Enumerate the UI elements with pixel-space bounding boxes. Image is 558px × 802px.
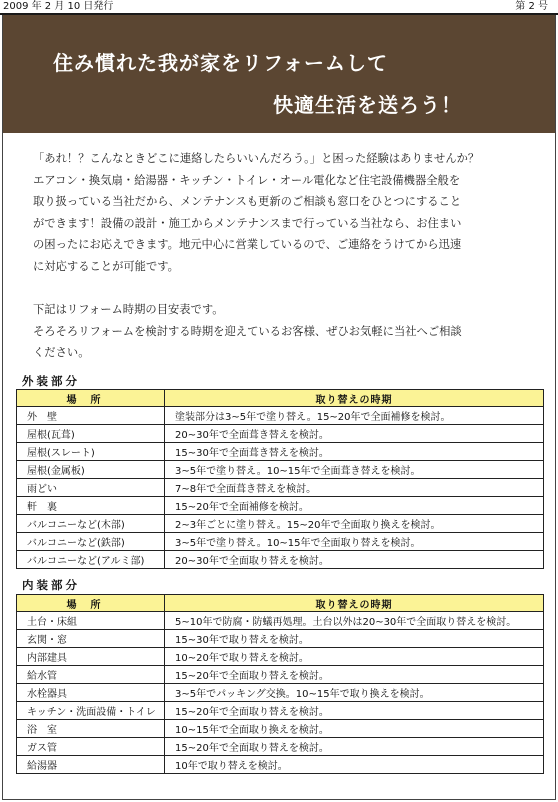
table-row — [17, 702, 544, 720]
period-cell: 15~20年で全面取り替えを検討。 — [165, 666, 544, 684]
place-cell: 内部建具 — [17, 648, 165, 666]
banner-title-line1: 住み慣れた我が家をリフォームして — [53, 51, 388, 75]
interior-section-title: 内装部分 — [22, 578, 80, 592]
period-cell: 3~5年でパッキング交換。10~15年で取り換えを検討。 — [165, 684, 544, 702]
table-row — [17, 756, 544, 774]
place-cell: バルコニーなど(アルミ部) — [17, 551, 165, 569]
intro-line: 下記はリフォーム時期の目安表です。 — [33, 303, 224, 316]
column-header-period: 取り替えの時期 — [165, 595, 544, 612]
period-cell: 10年で取り替えを検討。 — [165, 756, 544, 774]
period-cell: 10~20年で取り替えを検討。 — [165, 648, 544, 666]
issue-date: 2009 年 2 月 10 日発行 — [3, 1, 114, 12]
period-cell: 15~30年で全面葺き替えを検討。 — [165, 443, 544, 461]
place-cell: バルコニーなど(木部) — [17, 515, 165, 533]
table-row — [17, 497, 544, 515]
period-cell: 塗装部分は3~5年で塗り替え。15~20年で全面補修を検討。 — [165, 407, 544, 425]
intro-line: エアコン・換気扇・給湯器・キッチン・トイレ・オール電化など住宅設備機器全般を — [33, 173, 461, 187]
period-cell: 7~8年で全面葺き替えを検討。 — [165, 479, 544, 497]
period-cell: 2~3年ごとに塗り替え。15~20年で全面取り換えを検討。 — [165, 515, 544, 533]
exterior-section-title: 外装部分 — [22, 374, 80, 388]
period-cell: 15~20年で全面補修を検討。 — [165, 497, 544, 515]
place-cell: 屋根(金属板) — [17, 461, 165, 479]
period-cell: 15~20年で全面取り替えを検討。 — [165, 702, 544, 720]
table-row — [17, 479, 544, 497]
column-header-period: 取り替えの時期 — [165, 390, 544, 407]
place-cell: 給水管 — [17, 666, 165, 684]
period-cell: 20~30年で全面取り替えを検討。 — [165, 551, 544, 569]
column-header-place: 場所 — [17, 390, 165, 407]
place-cell: 外 壁 — [17, 407, 165, 425]
intro-line: 「あれ！？こんなときどこに連絡したらいいんだろう。」と困った経験はありませんか？ — [33, 152, 480, 165]
table-row — [17, 648, 544, 666]
place-cell: キッチン・洗面設備・トイレ — [17, 702, 165, 720]
period-cell: 5~10年で防腐・防蟻再処理。土台以外は20~30年で全面取り替えを検討。 — [165, 612, 544, 630]
table-header-row — [17, 390, 544, 407]
interior-table — [16, 594, 544, 774]
banner-title-line2: 快適生活を送ろう！ — [273, 93, 462, 117]
page-header — [0, 0, 558, 14]
period-cell: 20~30年で全面葺き替えを検討。 — [165, 425, 544, 443]
table-row — [17, 738, 544, 756]
place-cell: 屋根(瓦葺) — [17, 425, 165, 443]
table-row — [17, 443, 544, 461]
table-row — [17, 533, 544, 551]
intro-line: ください。 — [33, 346, 90, 359]
place-cell: 軒 裏 — [17, 497, 165, 515]
table-row — [17, 425, 544, 443]
table-row — [17, 407, 544, 425]
place-cell: バルコニーなど(鉄部) — [17, 533, 165, 551]
table-header-row — [17, 595, 544, 612]
table-row — [17, 612, 544, 630]
table-row — [17, 666, 544, 684]
title-banner — [3, 15, 555, 133]
column-header-place: 場所 — [17, 595, 165, 612]
period-cell: 3~5年で塗り替え。10~15年で全面葺き替えを検討。 — [165, 461, 544, 479]
period-cell: 15~30年で取り替えを検討。 — [165, 630, 544, 648]
period-cell: 10~15年で全面取り換えを検討。 — [165, 720, 544, 738]
table-row — [17, 720, 544, 738]
place-cell: 浴 室 — [17, 720, 165, 738]
exterior-table — [16, 389, 544, 569]
period-cell: 15~20年で全面取り替えを検討。 — [165, 738, 544, 756]
issue-number: 第 2 号 — [515, 1, 548, 12]
place-cell: 屋根(スレート) — [17, 443, 165, 461]
period-cell: 3~5年で塗り替え。10~15年で全面取り替えを検討。 — [165, 533, 544, 551]
table-row — [17, 551, 544, 569]
place-cell: 雨どい — [17, 479, 165, 497]
table-row — [17, 461, 544, 479]
table-row — [17, 684, 544, 702]
intro-line: に対応することが可能です。 — [33, 259, 179, 273]
table-row — [17, 515, 544, 533]
table-row — [17, 630, 544, 648]
intro-line: そろそろリフォームを検討する時期を迎えているお客様、ぜひお気軽に当社へご相談 — [33, 324, 462, 338]
intro-line: の困ったにお応えできます。地元中心に営業しているので、ご連絡をうけてから迅速 — [33, 238, 462, 251]
intro-text — [33, 148, 533, 364]
place-cell: ガス管 — [17, 738, 165, 756]
place-cell: 水栓器具 — [17, 684, 165, 702]
intro-line: 取り扱っている当社だから、メンテナンスも更新のご相談も窓口をひとつにすること — [33, 195, 462, 208]
place-cell: 土台・床組 — [17, 612, 165, 630]
intro-line: ができます！設備の設計・施工からメンテナンスまで行っている当社なら、お住まい — [33, 216, 462, 230]
place-cell: 玄関・窓 — [17, 630, 165, 648]
place-cell: 給湯器 — [17, 756, 165, 774]
